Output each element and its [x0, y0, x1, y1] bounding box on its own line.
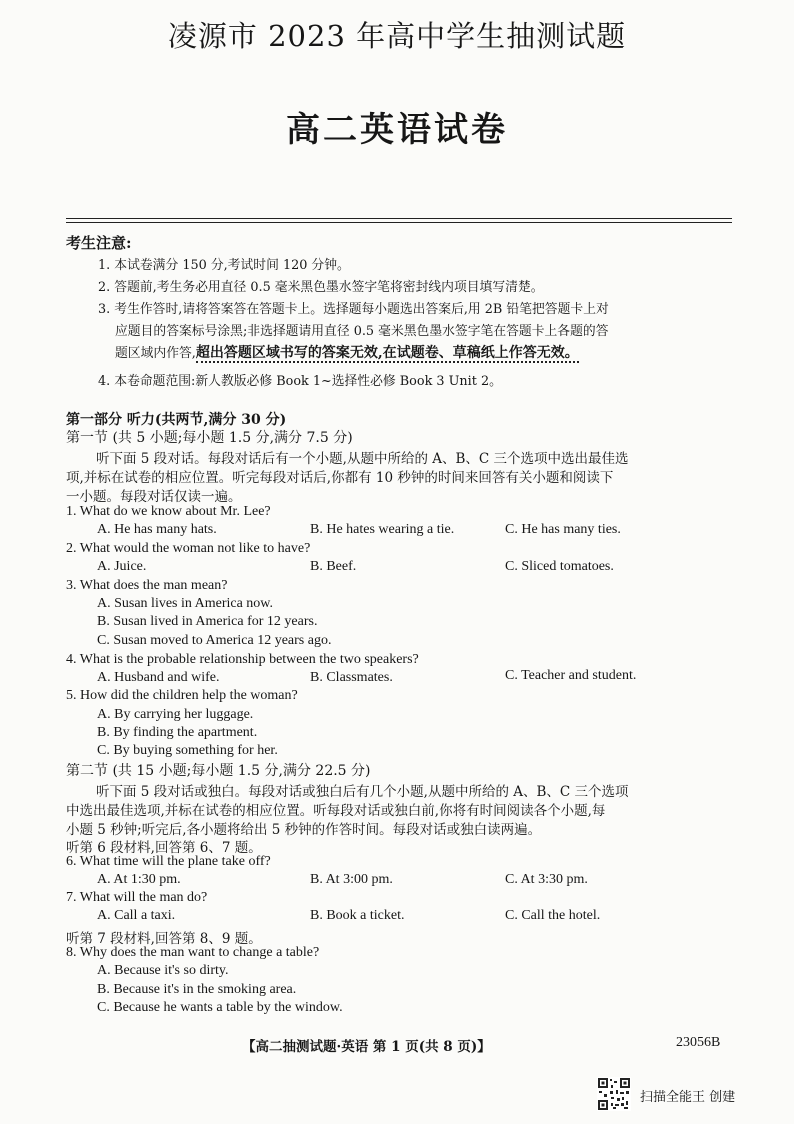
q1-option-c: C. He has many ties. — [505, 522, 621, 537]
header-rule-top — [66, 218, 732, 219]
q6-option-c: C. At 3:30 pm. — [505, 872, 588, 887]
section-2-instr-3: 小题 5 秒钟;听完后,各小题将给出 5 秒钟的作答时间。每段对话或独白读两遍。 — [66, 822, 542, 838]
question-1: 1. What do we know about Mr. Lee? — [66, 504, 271, 519]
q8-option-b: B. Because it's in the smoking area. — [97, 982, 297, 997]
q1-option-a: A. He has many hats. — [97, 522, 217, 537]
q5-option-c: C. By buying something for her. — [97, 743, 278, 758]
exam-subtitle: 高二英语试卷 — [286, 110, 508, 150]
question-3: 3. What does the man mean? — [66, 578, 228, 593]
q2-option-c: C. Sliced tomatoes. — [505, 559, 614, 574]
header-rule-bottom — [66, 222, 732, 223]
note-3-line-3 — [115, 342, 579, 362]
section-1-instr-2: 项,并标在试卷的相应位置。听完每段对话后,你都有 10 秒钟的时间来回答有关小题和阅读下 — [66, 470, 614, 486]
section-2-instr-2: 中选出最佳选项,并标在试卷的相应位置。听每段对话或独白前,你将有时间阅读各个小题,每 — [66, 803, 606, 819]
note-3-emphasis: 超出答题区域书写的答案无效,在试题卷、草稿纸上作答无效。 — [195, 345, 579, 361]
page-footer: 【高二抽测试题·英语 第 1 页(共 8 页)】 — [242, 1039, 491, 1055]
note-3-plain: 题区域内作答, — [115, 346, 196, 361]
q3-option-a: A. Susan lives in America now. — [97, 596, 274, 611]
question-2: 2. What would the woman not like to have? — [66, 541, 311, 556]
notes-heading: 考生注意: — [66, 234, 132, 252]
q7-option-c: C. Call the hotel. — [505, 908, 601, 923]
part-heading: 第一部分 听力(共两节,满分 30 分) — [66, 412, 287, 428]
question-4: 4. What is the probable relationship between the two speakers? — [66, 652, 419, 667]
question-7: 7. What will the man do? — [66, 890, 208, 905]
q4-option-b: B. Classmates. — [310, 670, 393, 685]
section-1-instr-3: 一小题。每段对话仅读一遍。 — [66, 489, 242, 505]
q8-option-a: A. Because it's so dirty. — [97, 963, 229, 978]
question-6: 6. What time will the plane take off? — [66, 854, 271, 869]
q1-option-b: B. He hates wearing a tie. — [310, 522, 455, 537]
q2-option-b: B. Beef. — [310, 559, 357, 574]
section-2-heading: 第二节 (共 15 小题;每小题 1.5 分,满分 22.5 分) — [66, 763, 371, 779]
note-4: 4. 本卷命题范围:新人教版必修 Book 1~选择性必修 Book 3 Unit 2。 — [98, 374, 502, 389]
note-3-line-2: 应题目的答案标号涂黑;非选择题请用直径 0.5 毫米黑色墨水签字笔在答题卡上各题的答 — [115, 324, 609, 339]
q5-option-b: B. By finding the apartment. — [97, 725, 258, 740]
qr-code-icon — [597, 1077, 631, 1111]
q7-option-b: B. Book a ticket. — [310, 908, 405, 923]
q6-option-b: B. At 3:00 pm. — [310, 872, 393, 887]
question-8: 8. Why does the man want to change a table? — [66, 945, 320, 960]
note-3-line-1: 3. 考生作答时,请将答案答在答题卡上。选择题每小题选出答案后,用 2B 铅笔把答题卡上对 — [98, 302, 609, 317]
q5-option-a: A. By carrying her luggage. — [97, 707, 254, 722]
exam-code: 23056B — [676, 1035, 721, 1050]
q2-option-a: A. Juice. — [97, 559, 147, 574]
q4-option-c: C. Teacher and student. — [505, 668, 637, 683]
section-2-instr-1: 听下面 5 段对话或独白。每段对话或独白后有几个小题,从题中所给的 A、B、C 三个选项 — [96, 784, 629, 800]
material-7-note: 听第 7 段材料,回答第 8、9 题。 — [66, 931, 262, 947]
section-1-instr-1: 听下面 5 段对话。每段对话后有一个小题,从题中所给的 A、B、C 三个选项中选出最佳选 — [96, 451, 629, 467]
exam-title: 凌源市 2023 年高中学生抽测试题 — [167, 19, 627, 53]
q7-option-a: A. Call a taxi. — [97, 908, 176, 923]
scanner-watermark: 扫描全能王 创建 — [640, 1090, 736, 1105]
q4-option-a: A. Husband and wife. — [97, 670, 220, 685]
q6-option-a: A. At 1:30 pm. — [97, 872, 181, 887]
material-6-note: 听第 6 段材料,回答第 6、7 题。 — [66, 840, 262, 856]
q8-option-c: C. Because he wants a table by the window. — [97, 1000, 343, 1015]
q3-option-c: C. Susan moved to America 12 years ago. — [97, 633, 332, 648]
section-1-heading: 第一节 (共 5 小题;每小题 1.5 分,满分 7.5 分) — [66, 430, 353, 446]
note-1: 1. 本试卷满分 150 分,考试时间 120 分钟。 — [98, 258, 350, 273]
q3-option-b: B. Susan lived in America for 12 years. — [97, 614, 318, 629]
note-2: 2. 答题前,考生务必用直径 0.5 毫米黑色墨水签字笔将密封线内项目填写清楚。 — [98, 280, 544, 295]
question-5: 5. How did the children help the woman? — [66, 688, 298, 703]
